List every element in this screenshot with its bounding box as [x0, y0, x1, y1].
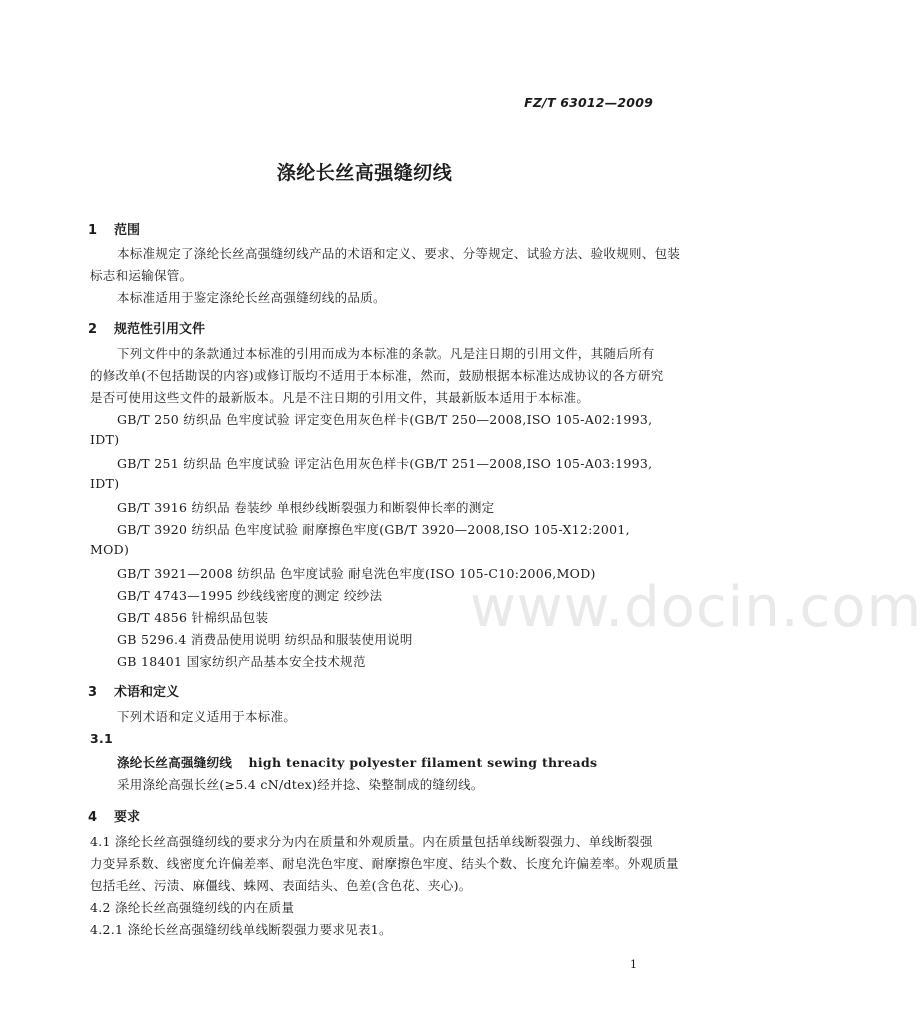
section-1-heading — [88, 219, 140, 238]
reference-line: GB/T 3916 纺织品 卷装纱 单根纱线断裂强力和断裂伸长率的测定 — [117, 500, 495, 515]
section-title: 规范性引用文件 — [114, 322, 206, 337]
reference-line: IDT) — [90, 432, 120, 447]
paragraph-line: 本标准适用于鉴定涤纶长丝高强缝纫线的品质。 — [117, 290, 386, 305]
paragraph-line: 的修改单(不包括勘误的内容)或修订版均不适用于本标准，然而，鼓励根据本标准达成协议的各方研究 — [90, 368, 664, 383]
page-number: 1 — [630, 958, 637, 971]
term-line — [117, 753, 597, 771]
section-2-heading — [88, 318, 205, 337]
paragraph-line: 标志和运输保管。 — [90, 268, 193, 283]
paragraph-line: 本标准规定了涤纶长丝高强缝纫线产品的术语和定义、要求、分等规定、试验方法、验收规则、包装 — [117, 246, 681, 261]
paragraph-line: 4.1 涤纶长丝高强缝纫线的要求分为内在质量和外观质量。内在质量包括单线断裂强力、单线断裂强 — [90, 834, 653, 849]
reference-line: IDT) — [90, 476, 120, 491]
paragraph-line: 下列术语和定义适用于本标准。 — [117, 709, 297, 724]
reference-line: GB/T 250 纺织品 色牢度试验 评定变色用灰色样卡(GB/T 250—2008,ISO 105-A02:1993, — [117, 412, 653, 427]
section-4-heading — [88, 806, 140, 825]
section-title: 要求 — [114, 810, 141, 825]
standard-code: FZ/T 63012—2009 — [524, 95, 653, 110]
section-title: 范围 — [114, 223, 141, 238]
clause-number: 3.1 — [90, 731, 114, 746]
term-definition: 采用涤纶高强长丝(≥5.4 cN/dtex)经并捻、染整制成的缝纫线。 — [117, 777, 484, 792]
reference-line: GB 18401 国家纺织产品基本安全技术规范 — [117, 654, 366, 669]
reference-line: GB/T 3921—2008 纺织品 色牢度试验 耐皂洗色牢度(ISO 105-C10:2006,MOD) — [117, 566, 596, 581]
paragraph-line: 是否可使用这些文件的最新版本。凡是不注日期的引用文件，其最新版本适用于本标准。 — [90, 390, 590, 405]
reference-line: GB 5296.4 消费品使用说明 纺织品和服装使用说明 — [117, 632, 413, 647]
reference-line: GB/T 251 纺织品 色牢度试验 评定沾色用灰色样卡(GB/T 251—2008,ISO 105-A03:1993, — [117, 456, 653, 471]
clause-heading: 4.2 涤纶长丝高强缝纫线的内在质量 — [90, 900, 295, 915]
section-number: 3 — [88, 685, 98, 700]
paragraph-line: 力变异系数、线密度允许偏差率、耐皂洗色牢度、耐摩擦色牢度、结头个数、长度允许偏差率。外观质量 — [90, 856, 679, 871]
term-english: high tenacity polyester filament sewing threads — [248, 755, 598, 770]
watermark: www.docin.com — [470, 575, 922, 640]
reference-line: MOD) — [90, 542, 130, 557]
document-title: 涤纶长丝高强缝纫线 — [276, 162, 453, 184]
term-chinese: 涤纶长丝高强缝纫线 — [117, 755, 233, 770]
reference-line: GB/T 4743—1995 纱线线密度的测定 绞纱法 — [117, 588, 383, 603]
paragraph-line: 下列文件中的条款通过本标准的引用而成为本标准的条款。凡是注日期的引用文件，其随后所有 — [117, 346, 655, 361]
clause-heading: 4.2.1 涤纶长丝高强缝纫线单线断裂强力要求见表1。 — [90, 922, 392, 937]
reference-line: GB/T 4856 针棉织品包装 — [117, 610, 269, 625]
section-number: 1 — [88, 223, 98, 238]
section-number: 4 — [88, 810, 98, 825]
section-title: 术语和定义 — [114, 685, 180, 700]
paragraph-line: 包括毛丝、污渍、麻僵线、蛛网、表面结头、色差(含色花、夹心)。 — [90, 878, 472, 893]
reference-line: GB/T 3920 纺织品 色牢度试验 耐摩擦色牢度(GB/T 3920—2008,ISO 105-X12:2001, — [117, 522, 630, 537]
section-number: 2 — [88, 322, 98, 337]
section-3-heading — [88, 681, 179, 700]
